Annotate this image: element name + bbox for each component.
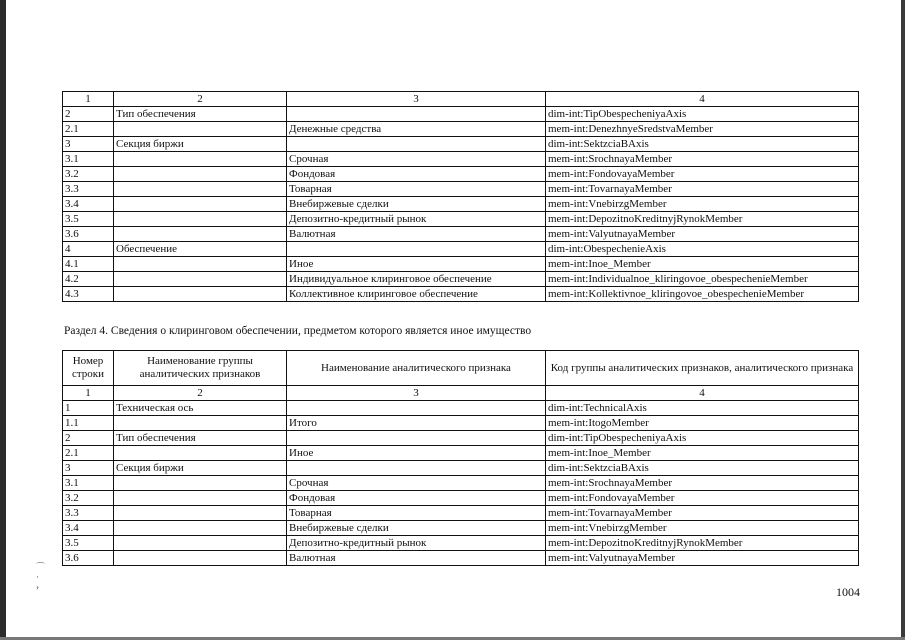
row-number: 2.1 bbox=[63, 122, 114, 137]
attribute-name-cell: Валютная bbox=[287, 551, 546, 566]
group-name-cell bbox=[114, 287, 287, 302]
row-number: 3.4 bbox=[63, 521, 114, 536]
code-cell: mem-int:FondovayaMember bbox=[546, 167, 859, 182]
table-row bbox=[63, 431, 859, 446]
group-name-cell bbox=[114, 551, 287, 566]
column-number-4: 4 bbox=[546, 92, 859, 107]
table-row bbox=[63, 107, 859, 122]
row-number: 2 bbox=[63, 431, 114, 446]
table-header-row bbox=[63, 351, 859, 386]
attribute-name-cell: Депозитно-кредитный рынок bbox=[287, 536, 546, 551]
table-row bbox=[63, 257, 859, 272]
column-number-2: 2 bbox=[114, 386, 287, 401]
attribute-name-cell: Итого bbox=[287, 416, 546, 431]
table-row bbox=[63, 536, 859, 551]
code-cell: mem-int:SrochnayaMember bbox=[546, 152, 859, 167]
group-name-cell bbox=[114, 152, 287, 167]
code-cell: mem-int:DepozitnoKreditnyjRynokMember bbox=[546, 212, 859, 227]
attribute-name-cell bbox=[287, 431, 546, 446]
group-name-cell bbox=[114, 506, 287, 521]
table-row bbox=[63, 227, 859, 242]
row-number: 2.1 bbox=[63, 446, 114, 461]
group-name-cell bbox=[114, 122, 287, 137]
attribute-name-cell: Коллективное клиринговое обеспечение bbox=[287, 287, 546, 302]
code-cell: mem-int:TovarnayaMember bbox=[546, 182, 859, 197]
group-name-cell bbox=[114, 416, 287, 431]
attribute-name-cell: Фондовая bbox=[287, 491, 546, 506]
code-cell: mem-int:ValyutnayaMember bbox=[546, 551, 859, 566]
table-row bbox=[63, 167, 859, 182]
attribute-name-cell: Фондовая bbox=[287, 167, 546, 182]
section-4-title: Раздел 4. Сведения о клиринговом обеспечении, предметом которого является иное имущество bbox=[64, 325, 532, 337]
table-row bbox=[63, 461, 859, 476]
code-cell: mem-int:Kollektivnoe_kliringovoe_obespechenieMember bbox=[546, 287, 859, 302]
table-row bbox=[63, 212, 859, 227]
group-name-cell: Тип обеспечения bbox=[114, 107, 287, 122]
row-number: 3.1 bbox=[63, 152, 114, 167]
attribute-name-cell: Внебиржевые сделки bbox=[287, 197, 546, 212]
group-name-cell bbox=[114, 521, 287, 536]
code-cell: dim-int:ObespechenieAxis bbox=[546, 242, 859, 257]
scan-edge-right bbox=[901, 0, 905, 640]
group-name-cell: Тип обеспечения bbox=[114, 431, 287, 446]
column-number-row bbox=[63, 92, 859, 107]
column-number-row bbox=[63, 386, 859, 401]
column-number-1: 1 bbox=[63, 386, 114, 401]
code-cell: mem-int:ItogoMember bbox=[546, 416, 859, 431]
header-row-number: Номер строки bbox=[63, 351, 114, 386]
row-number: 2 bbox=[63, 107, 114, 122]
attribute-name-cell: Срочная bbox=[287, 152, 546, 167]
group-name-cell bbox=[114, 182, 287, 197]
group-name-cell bbox=[114, 491, 287, 506]
classification-table-continued bbox=[62, 91, 859, 302]
row-number: 4.2 bbox=[63, 272, 114, 287]
attribute-name-cell bbox=[287, 242, 546, 257]
table-row bbox=[63, 152, 859, 167]
row-number: 1 bbox=[63, 401, 114, 416]
row-number: 3.2 bbox=[63, 491, 114, 506]
group-name-cell bbox=[114, 446, 287, 461]
group-name-cell: Секция биржи bbox=[114, 461, 287, 476]
code-cell: dim-int:TechnicalAxis bbox=[546, 401, 859, 416]
header-code: Код группы аналитических признаков, аналитического признака bbox=[546, 351, 859, 386]
section-4-table bbox=[62, 350, 859, 566]
group-name-cell bbox=[114, 197, 287, 212]
code-cell: mem-int:ValyutnayaMember bbox=[546, 227, 859, 242]
attribute-name-cell: Иное bbox=[287, 446, 546, 461]
attribute-name-cell bbox=[287, 137, 546, 152]
column-number-1: 1 bbox=[63, 92, 114, 107]
column-number-4: 4 bbox=[546, 386, 859, 401]
group-name-cell bbox=[114, 227, 287, 242]
table-row bbox=[63, 182, 859, 197]
row-number: 3.6 bbox=[63, 227, 114, 242]
table-row bbox=[63, 287, 859, 302]
attribute-name-cell: Депозитно-кредитный рынок bbox=[287, 212, 546, 227]
attribute-name-cell bbox=[287, 107, 546, 122]
group-name-cell bbox=[114, 257, 287, 272]
header-group-name: Наименование группы аналитических признаков bbox=[114, 351, 287, 386]
row-number: 3.3 bbox=[63, 182, 114, 197]
attribute-name-cell: Срочная bbox=[287, 476, 546, 491]
column-number-3: 3 bbox=[287, 386, 546, 401]
row-number: 4 bbox=[63, 242, 114, 257]
code-cell: mem-int:Individualnoe_kliringovoe_obespechenieMember bbox=[546, 272, 859, 287]
code-cell: mem-int:DepozitnoKreditnyjRynokMember bbox=[546, 536, 859, 551]
scan-edge-left bbox=[0, 0, 6, 640]
code-cell: mem-int:FondovayaMember bbox=[546, 491, 859, 506]
column-number-3: 3 bbox=[287, 92, 546, 107]
group-name-cell bbox=[114, 536, 287, 551]
table-row bbox=[63, 197, 859, 212]
code-cell: mem-int:Inoe_Member bbox=[546, 257, 859, 272]
code-cell: mem-int:TovarnayaMember bbox=[546, 506, 859, 521]
table-row bbox=[63, 401, 859, 416]
table-row bbox=[63, 272, 859, 287]
margin-marks: ⌒ · › bbox=[36, 562, 46, 592]
table-row bbox=[63, 122, 859, 137]
table-row bbox=[63, 551, 859, 566]
code-cell: dim-int:TipObespecheniyaAxis bbox=[546, 107, 859, 122]
code-cell: mem-int:DenezhnyeSredstvaMember bbox=[546, 122, 859, 137]
code-cell: mem-int:VnebirzgMember bbox=[546, 197, 859, 212]
column-number-2: 2 bbox=[114, 92, 287, 107]
table-row bbox=[63, 416, 859, 431]
code-cell: dim-int:TipObespecheniyaAxis bbox=[546, 431, 859, 446]
table-row bbox=[63, 242, 859, 257]
row-number: 4.3 bbox=[63, 287, 114, 302]
page-number: 1004 bbox=[836, 585, 860, 599]
row-number: 3.3 bbox=[63, 506, 114, 521]
group-name-cell: Обеспечение bbox=[114, 242, 287, 257]
attribute-name-cell bbox=[287, 461, 546, 476]
code-cell: mem-int:SrochnayaMember bbox=[546, 476, 859, 491]
table-row bbox=[63, 506, 859, 521]
code-cell: mem-int:Inoe_Member bbox=[546, 446, 859, 461]
attribute-name-cell bbox=[287, 401, 546, 416]
row-number: 3.4 bbox=[63, 197, 114, 212]
row-number: 3.5 bbox=[63, 536, 114, 551]
attribute-name-cell: Товарная bbox=[287, 182, 546, 197]
group-name-cell bbox=[114, 167, 287, 182]
code-cell: dim-int:SektzciaBAxis bbox=[546, 461, 859, 476]
code-cell: mem-int:VnebirzgMember bbox=[546, 521, 859, 536]
row-number: 3.5 bbox=[63, 212, 114, 227]
attribute-name-cell: Товарная bbox=[287, 506, 546, 521]
table-row bbox=[63, 137, 859, 152]
row-number: 3.1 bbox=[63, 476, 114, 491]
attribute-name-cell: Индивидуальное клиринговое обеспечение bbox=[287, 272, 546, 287]
row-number: 1.1 bbox=[63, 416, 114, 431]
row-number: 3 bbox=[63, 137, 114, 152]
attribute-name-cell: Внебиржевые сделки bbox=[287, 521, 546, 536]
attribute-name-cell: Иное bbox=[287, 257, 546, 272]
group-name-cell: Техническая ось bbox=[114, 401, 287, 416]
group-name-cell bbox=[114, 272, 287, 287]
table-row bbox=[63, 521, 859, 536]
attribute-name-cell: Денежные средства bbox=[287, 122, 546, 137]
header-attribute-name: Наименование аналитического признака bbox=[287, 351, 546, 386]
group-name-cell: Секция биржи bbox=[114, 137, 287, 152]
row-number: 3 bbox=[63, 461, 114, 476]
group-name-cell bbox=[114, 476, 287, 491]
group-name-cell bbox=[114, 212, 287, 227]
row-number: 3.2 bbox=[63, 167, 114, 182]
table-row bbox=[63, 446, 859, 461]
table-row bbox=[63, 491, 859, 506]
row-number: 4.1 bbox=[63, 257, 114, 272]
row-number: 3.6 bbox=[63, 551, 114, 566]
table-row bbox=[63, 476, 859, 491]
attribute-name-cell: Валютная bbox=[287, 227, 546, 242]
code-cell: dim-int:SektzciaBAxis bbox=[546, 137, 859, 152]
